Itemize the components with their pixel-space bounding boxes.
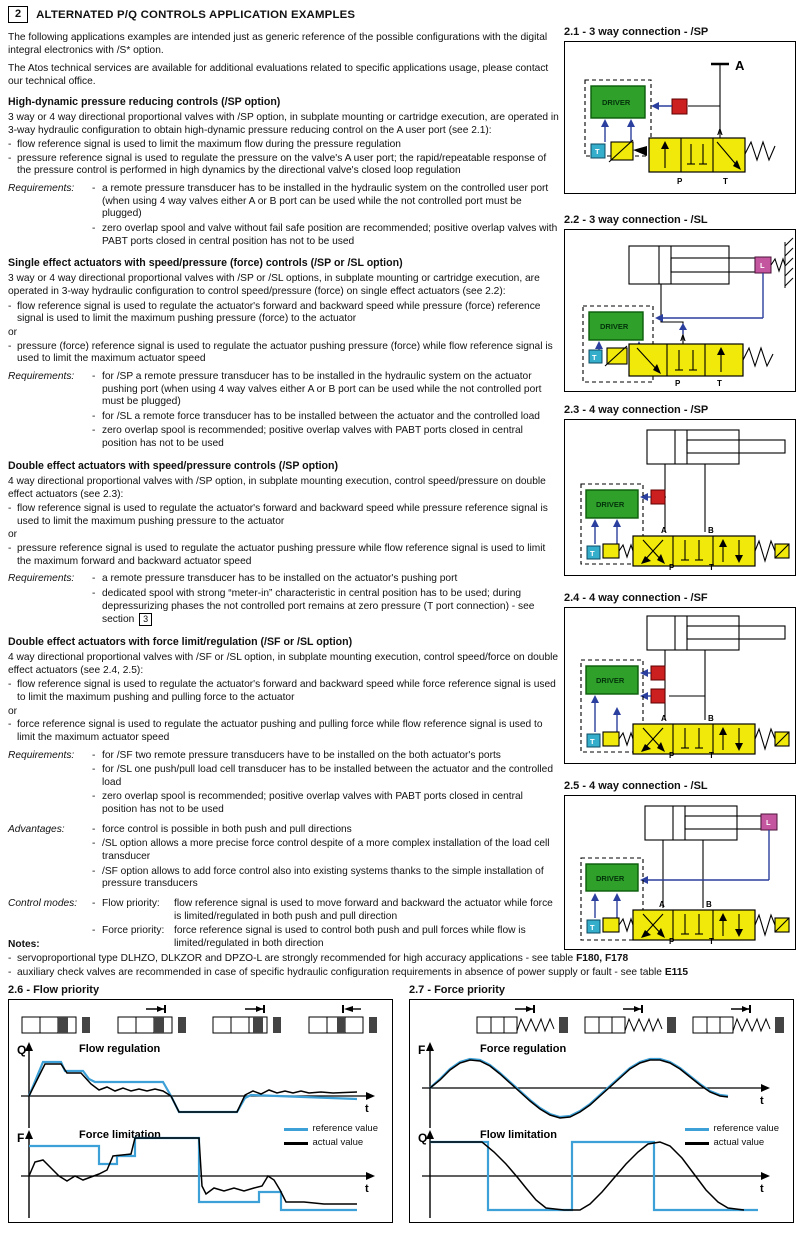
section-lead: 3 way or 4 way directional proportional valves with /SP or /SL options, in subplate mounting or cartridge execution, are operated in 3-way hydraulic configuration to control speed/pressure (force) on single effect actuators (see 2.2): <box>8 273 540 298</box>
pressure-transducer-icon <box>651 666 665 680</box>
advantage-item: - /SF option allows to add force control also into existing systems thanks to the simple installation of pressure transducers <box>92 866 560 891</box>
actual-line-swatch <box>685 1142 709 1145</box>
valve-body <box>629 344 743 376</box>
hydraulic-schematic-2-1 <box>565 42 794 188</box>
control-mode-name: - Force priority: <box>102 925 165 937</box>
svg-text:T: T <box>723 177 728 186</box>
driver-label: DRIVER <box>600 322 629 331</box>
svg-text:P: P <box>669 563 675 570</box>
advantages-label: Advantages: <box>8 823 65 835</box>
driver-label: DRIVER <box>596 500 625 509</box>
svg-text:T: T <box>592 353 597 362</box>
svg-text:B: B <box>708 714 714 723</box>
section-lead: 3 way or 4 way directional proportional valves with /SP option, in subplate mounting or cartridge execution, are operated in 3-way hydraulic configuration to obtain high-dynamic pressure reducing control on the A user port (see 2.1): <box>8 111 559 136</box>
section-lead: 4 way directional proportional valves with /SP option, in subplate mounting execution, control speed/pressure on double effect actuators (see 2.3): <box>8 475 546 500</box>
diagram-2-2 <box>564 214 796 392</box>
advantages-row <box>8 824 560 893</box>
svg-text:A: A <box>717 128 723 137</box>
force-regulation-panel <box>414 1038 789 1132</box>
t-axis-label: t <box>365 1183 369 1195</box>
svg-text:P: P <box>677 177 683 186</box>
cylinder-body <box>645 806 737 840</box>
section-ref-box: 3 <box>139 613 152 626</box>
diagram-2-5 <box>564 780 796 950</box>
signal-arrow-icon <box>640 876 648 884</box>
requirements-label: Requirements: <box>8 573 75 585</box>
bullet-item: - flow reference signal is used to regulate the actuator's forward and backward speed while pressure reference signal is used to limit the maximum pushing pressure to the actuator <box>8 503 560 528</box>
notes-label: Notes: <box>8 939 40 950</box>
valve-state-icons <box>15 1005 386 1037</box>
hydraulic-schematic-2-4 <box>565 608 794 758</box>
spool-position-icon <box>307 1005 381 1037</box>
svg-text:B: B <box>708 526 714 535</box>
or-separator: or <box>8 529 18 541</box>
spool-position-icon <box>20 1005 94 1037</box>
cylinder-body <box>647 430 739 464</box>
control-modes-label: Control modes: <box>8 897 78 909</box>
hydraulic-schematic-2-5 <box>565 796 794 944</box>
spring-icon <box>755 729 775 749</box>
requirement-item: - for /SP a remote pressure transducer has to be installed in the hydraulic system on the actuator pushing port (when using 4 way valves either A or B port can be used while the not controlled port must be plugged) <box>92 371 560 409</box>
y-axis-label: Q <box>17 1043 27 1057</box>
cylinder-rod <box>671 258 755 272</box>
spool-position-icon <box>691 1005 787 1037</box>
valve-body <box>633 536 755 566</box>
svg-text:P: P <box>669 751 675 758</box>
svg-text:A: A <box>661 714 667 723</box>
requirement-item: - a remote pressure transducer has to be installed on the actuator's pushing port <box>92 573 560 586</box>
requirements-label: Requirements: <box>8 183 75 195</box>
spring-icon <box>745 142 775 160</box>
svg-text:T: T <box>709 937 714 944</box>
bullet-item: - force reference signal is used to regulate the actuator pushing and pulling force while flow reference signal is used to limit the maximum actuator speed <box>8 719 560 744</box>
pilot-arrow-icon <box>633 146 647 156</box>
driver-label: DRIVER <box>596 676 625 685</box>
svg-text:T: T <box>709 751 714 758</box>
bullet-item: - flow reference signal is used to regulate the actuator's forward and backward speed while force reference signal is used to limit the maximum pushing and pulling force to the actuator <box>8 679 560 704</box>
pressure-transducer-icon <box>651 689 665 703</box>
signal-arrow-icon <box>651 102 659 110</box>
section-heading: High-dynamic pressure reducing controls (/SP option) <box>8 95 281 108</box>
valve-body <box>633 724 755 754</box>
requirement-item: - zero overlap spool is recommended; positive overlap valves with PABT ports closed in central position has not to be used <box>92 425 560 450</box>
spring-icon <box>755 915 775 935</box>
wall-hatch-icon <box>785 238 793 288</box>
solenoid-icon <box>603 544 619 558</box>
svg-text:T: T <box>590 549 595 558</box>
cylinder-rod <box>685 816 761 829</box>
signal-arrow-icon <box>640 493 648 501</box>
y-axis-label: Q <box>418 1131 428 1145</box>
spring-icon <box>743 348 773 366</box>
t-axis-label: t <box>365 1103 369 1115</box>
panel-title: Flow limitation <box>480 1129 557 1141</box>
or-separator: or <box>8 326 18 338</box>
panel-title: Flow regulation <box>79 1043 161 1055</box>
svg-text:P: P <box>669 937 675 944</box>
t-axis-label: t <box>760 1095 764 1107</box>
valve-body <box>649 138 745 172</box>
advantage-item: - force control is possible in both push and pull directions <box>92 824 560 837</box>
svg-text:T: T <box>709 563 714 570</box>
page-title: ALTERNATED P/Q CONTROLS APPLICATION EXAMPLES <box>36 8 356 21</box>
valve-state-icons <box>410 1005 787 1037</box>
cylinder-body <box>629 246 729 284</box>
cylinder-rod <box>687 440 785 453</box>
legend-label: actual value <box>312 1137 364 1149</box>
svg-text:T: T <box>590 923 595 932</box>
chart-legend <box>284 1122 378 1151</box>
requirement-item: - zero overlap spool is recommended; positive overlap valves with PABT ports closed in central position has not to be used <box>92 791 560 816</box>
requirements-label: Requirements: <box>8 370 75 382</box>
requirements-label: Requirements: <box>8 749 75 761</box>
diagram-2-3 <box>564 404 796 576</box>
note-item: - servoproportional type DLHZO, DLKZOR and DPZO-L are strongly recommended for high accuracy applications - see table F180, F178 <box>8 952 794 965</box>
svg-text:T: T <box>590 737 595 746</box>
bullet-item: - pressure (force) reference signal is used to regulate the actuator pushing pressure (force) while flow reference signal is used to limit the maximum actuator speed <box>8 341 560 366</box>
diagram-title: 2.4 - 4 way connection - /SF <box>564 592 708 604</box>
reference-line-swatch <box>685 1128 709 1131</box>
page-header <box>8 6 560 23</box>
diagram-title: 2.2 - 3 way connection - /SL <box>564 214 708 226</box>
section-lead: 4 way directional proportional valves with /SF or /SL option, in subplate mounting execution, control speed/force on double effect actuators (see 2.4, 2.5): <box>8 652 559 676</box>
spool-position-icon <box>116 1005 190 1037</box>
requirements-row <box>8 573 560 629</box>
diagram-title: 2.1 - 3 way connection - /SP <box>564 26 709 38</box>
requirement-item: - for /SL a remote force transducer has to be installed between the actuator and the controlled load <box>92 411 560 424</box>
solenoid-icon <box>603 918 619 932</box>
svg-text:L: L <box>766 818 771 827</box>
intro-paragraph: The Atos technical services are available for additional evaluations related to specific applications usage, please contact our technical office. <box>8 63 549 88</box>
text-column <box>8 6 560 954</box>
svg-text:A: A <box>659 900 665 909</box>
cylinder-rod <box>687 626 785 639</box>
svg-text:T: T <box>595 147 600 156</box>
control-mode-desc: flow reference signal is used to move forward and backward the actuator while force is limited/regulated in both push and pull direction <box>174 897 553 922</box>
bullet-item: - pressure reference signal is used to regulate the actuator pushing pressure while flow reference signal is used to limit the maximum forward and backward actuator speed <box>8 543 560 568</box>
svg-text:B: B <box>706 900 712 909</box>
diagram-2-4 <box>564 592 796 764</box>
section-heading: Single effect actuators with speed/pressure (force) controls (/SP or /SL option) <box>8 257 403 270</box>
requirements-row <box>8 750 560 819</box>
control-mode-desc: force reference signal is used to control both push and pull forces while flow is limited/regulated in both direction <box>174 925 526 949</box>
reference-line-swatch <box>284 1128 308 1131</box>
panel-title: Force regulation <box>480 1043 567 1055</box>
panel-title: Force limitation <box>79 1129 161 1141</box>
chart-2-7 <box>409 984 794 1223</box>
legend-label: actual value <box>713 1137 765 1149</box>
chart-title: 2.7 - Force priority <box>409 984 505 996</box>
spool-position-icon <box>211 1005 285 1037</box>
requirements-row <box>8 371 560 453</box>
spring-icon <box>771 259 785 271</box>
svg-text:A: A <box>661 526 667 535</box>
or-separator: or <box>8 705 18 717</box>
spring-icon <box>619 919 633 931</box>
svg-text:T: T <box>717 379 722 386</box>
legend-label: reference value <box>713 1123 779 1134</box>
requirement-item: - for /SF two remote pressure transducers have to be installed on the both actuator's ports <box>92 750 560 763</box>
chart-title: 2.6 - Flow priority <box>8 984 100 996</box>
intro-paragraph: The following applications examples are intended just as generic reference of the possible configurations with the digital integral electronics with /S* option. <box>8 32 548 56</box>
pressure-transducer-icon <box>651 490 665 504</box>
requirements-row <box>8 183 560 250</box>
flow-regulation-panel <box>13 1038 388 1132</box>
requirement-item: - a remote pressure transducer has to be installed in the hydraulic system on the controlled user port (when using 4 way valves either A or B port can be used while the not controlled port must be plugged) <box>92 183 560 221</box>
note-item: - auxiliary check valves are recommended in case of specific hydraulic configuration requirements in absence of power supply or fault - see table E115 <box>8 966 794 979</box>
diagram-title: 2.3 - 4 way connection - /SP <box>564 404 709 416</box>
driver-label: DRIVER <box>596 874 625 883</box>
charts-section <box>8 984 794 1223</box>
requirement-item: - for /SL one push/pull load cell transducer has to be installed between the actuator and the controlled load <box>92 764 560 789</box>
svg-text:A: A <box>680 334 686 343</box>
chart-legend <box>685 1122 779 1151</box>
actual-curve <box>430 1060 728 1118</box>
valve-body <box>633 910 755 940</box>
spring-icon <box>619 733 633 745</box>
port-a-label: A <box>735 58 745 73</box>
spring-icon <box>619 545 633 557</box>
bullet-item: - flow reference signal is used to limit the maximum flow during the pressure regulation <box>8 139 560 152</box>
y-axis-label: F <box>418 1043 426 1057</box>
requirement-item: - zero overlap spool and valve without fail safe position are recommended; positive overlap valves with PABT ports closed in central position has not to be used <box>92 223 560 248</box>
svg-text:P: P <box>675 379 681 386</box>
chart-2-6 <box>8 984 393 1223</box>
requirement-item: - dedicated spool with strong “meter-in” characteristic in central position has to be used; during depressurizing phases the not controlled port remains at zero pressure (T port connection) - see section 3 <box>92 588 560 627</box>
advantage-item: - /SL option allows a more precise force control despite of a more complex installation of the load cell transducer <box>92 838 560 863</box>
reference-curve <box>29 1062 357 1112</box>
spool-position-icon <box>583 1005 679 1037</box>
svg-text:L: L <box>760 261 765 270</box>
diagram-2-1 <box>564 26 796 194</box>
t-axis-label: t <box>760 1183 764 1195</box>
diagram-title: 2.5 - 4 way connection - /SL <box>564 780 708 792</box>
hydraulic-schematic-2-2 <box>565 230 794 386</box>
bullet-item: - flow reference signal is used to regulate the actuator's forward and backward speed while pressure (force) reference signal is used to limit the maximum pushing pressure (force) to the actuator <box>8 301 560 326</box>
control-mode-item <box>92 898 560 923</box>
legend-label: reference value <box>312 1123 378 1134</box>
control-mode-name: - Flow priority: <box>102 897 160 909</box>
hydraulic-schematic-2-3 <box>565 420 794 570</box>
section-heading: Double effect actuators with force limit/regulation (/SF or /SL option) <box>8 635 353 648</box>
driver-label: DRIVER <box>602 98 631 107</box>
section-number-box: 2 <box>8 6 28 23</box>
spring-icon <box>755 541 775 561</box>
y-axis-label: F <box>17 1131 25 1145</box>
spool-position-icon <box>475 1005 571 1037</box>
pressure-transducer-icon <box>672 99 687 114</box>
bullet-item: - pressure reference signal is used to regulate the pressure on the valve's A user port; the rapid/repeatable response of the pressure control is performed in high dynamics by the directional valve's closed loop regulation <box>8 153 560 178</box>
actual-line-swatch <box>284 1142 308 1145</box>
signal-arrow-icon <box>655 314 663 322</box>
section-heading: Double effect actuators with speed/pressure controls (/SP option) <box>8 459 339 472</box>
solenoid-icon <box>603 732 619 746</box>
cylinder-body <box>647 616 739 650</box>
